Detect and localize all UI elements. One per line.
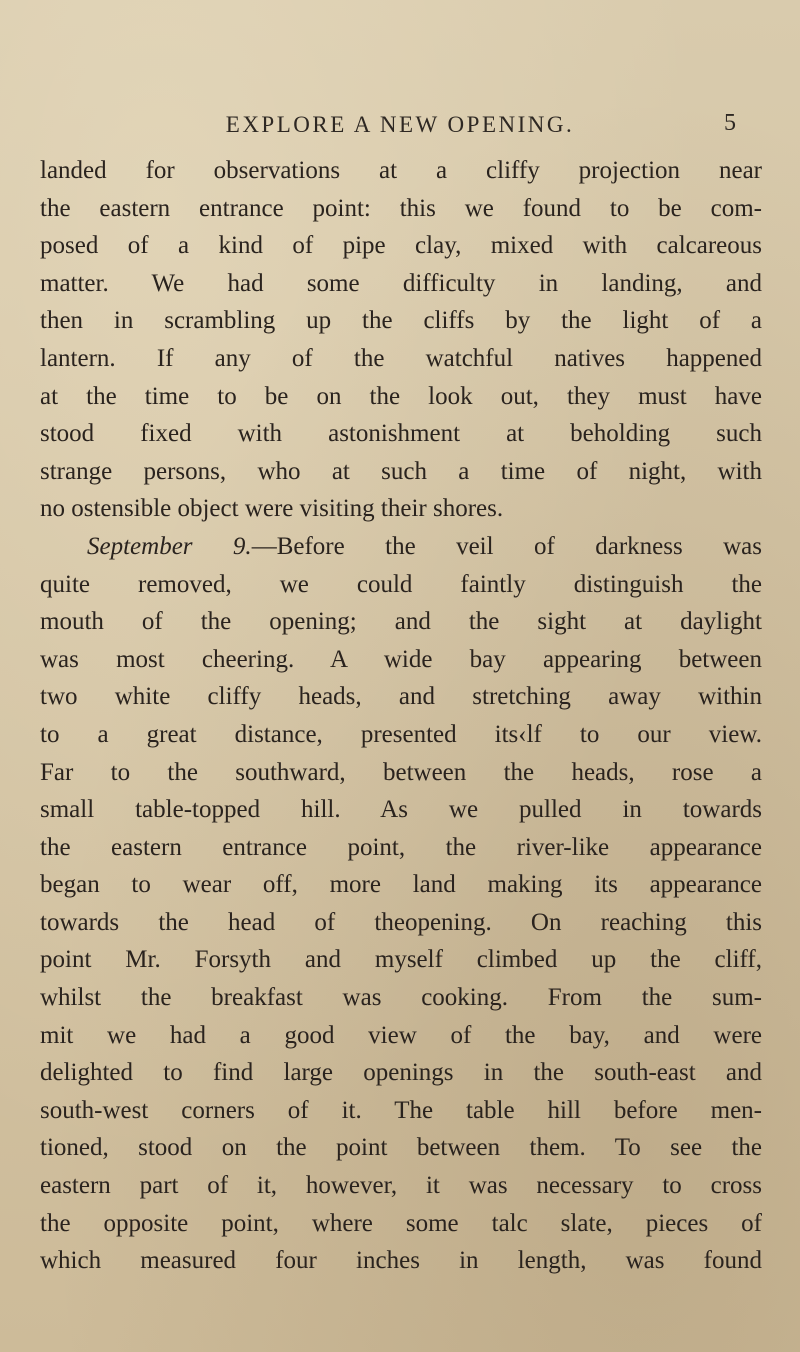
text-line: small table-topped hill. As we pulled in towards [40,796,762,824]
text-span: —Before the veil of darkness was [251,532,762,560]
body-text [40,152,762,1280]
text-line: lantern. If any of the watchful natives happened [40,344,762,372]
text-line: two white cliffy heads, and stretching away within [40,683,762,711]
text-line: quite removed, we could faintly distinguish the [40,570,762,598]
paragraph-first-line [40,528,762,566]
text-line: mouth of the opening; and the sight at daylight [40,608,762,636]
text-line: was most cheering. A wide bay appearing between [40,645,762,673]
text-line: tioned, stood on the point between them. To see the [40,1134,762,1162]
text-line: mit we had a good view of the bay, and were [40,1021,762,1049]
text-line: towards the head of theopening. On reaching this [40,908,762,936]
entry-date: September 9. [87,532,252,560]
running-head: EXPLORE A NEW OPENING. [225,112,575,137]
text-line: then in scrambling up the cliffs by the light of a [40,307,762,335]
text-line: began to wear off, more land making its appearance [40,871,762,899]
text-line: the eastern entrance point, the river-like appearance [40,833,762,861]
text-line: to a great distance, presented its‹lf to our view. [40,720,762,748]
text-line: Far to the southward, between the heads, rose a [40,758,762,786]
text-line: landed for observations at a cliffy projection near [40,157,762,184]
text-line: which measured four inches in length, was found [40,1247,762,1275]
text-line: strange persons, who at such a time of night, with [40,457,762,485]
text-line: posed of a kind of pipe clay, mixed with calcareous [40,232,762,260]
page-number: 5 [724,110,736,136]
text-line: south-west corners of it. The table hill before men- [40,1096,762,1124]
text-line: the opposite point, where some talc slate, pieces of [40,1209,762,1237]
text-line: eastern part of it, however, it was necessary to cross [40,1172,762,1200]
text-line: whilst the breakfast was cooking. From the sum- [40,984,762,1012]
text-line: no ostensible object were visiting their shores. [40,495,504,523]
text-line: delighted to find large openings in the south-east and [40,1059,762,1087]
text-line: stood fixed with astonishment at beholding such [40,420,762,448]
text-line: the eastern entrance point: this we found to be com- [40,194,762,222]
text-line: point Mr. Forsyth and myself climbed up the cliff, [40,946,762,974]
text-line: at the time to be on the look out, they must have [40,382,762,410]
text-line: matter. We had some difficulty in landing, and [40,269,762,297]
